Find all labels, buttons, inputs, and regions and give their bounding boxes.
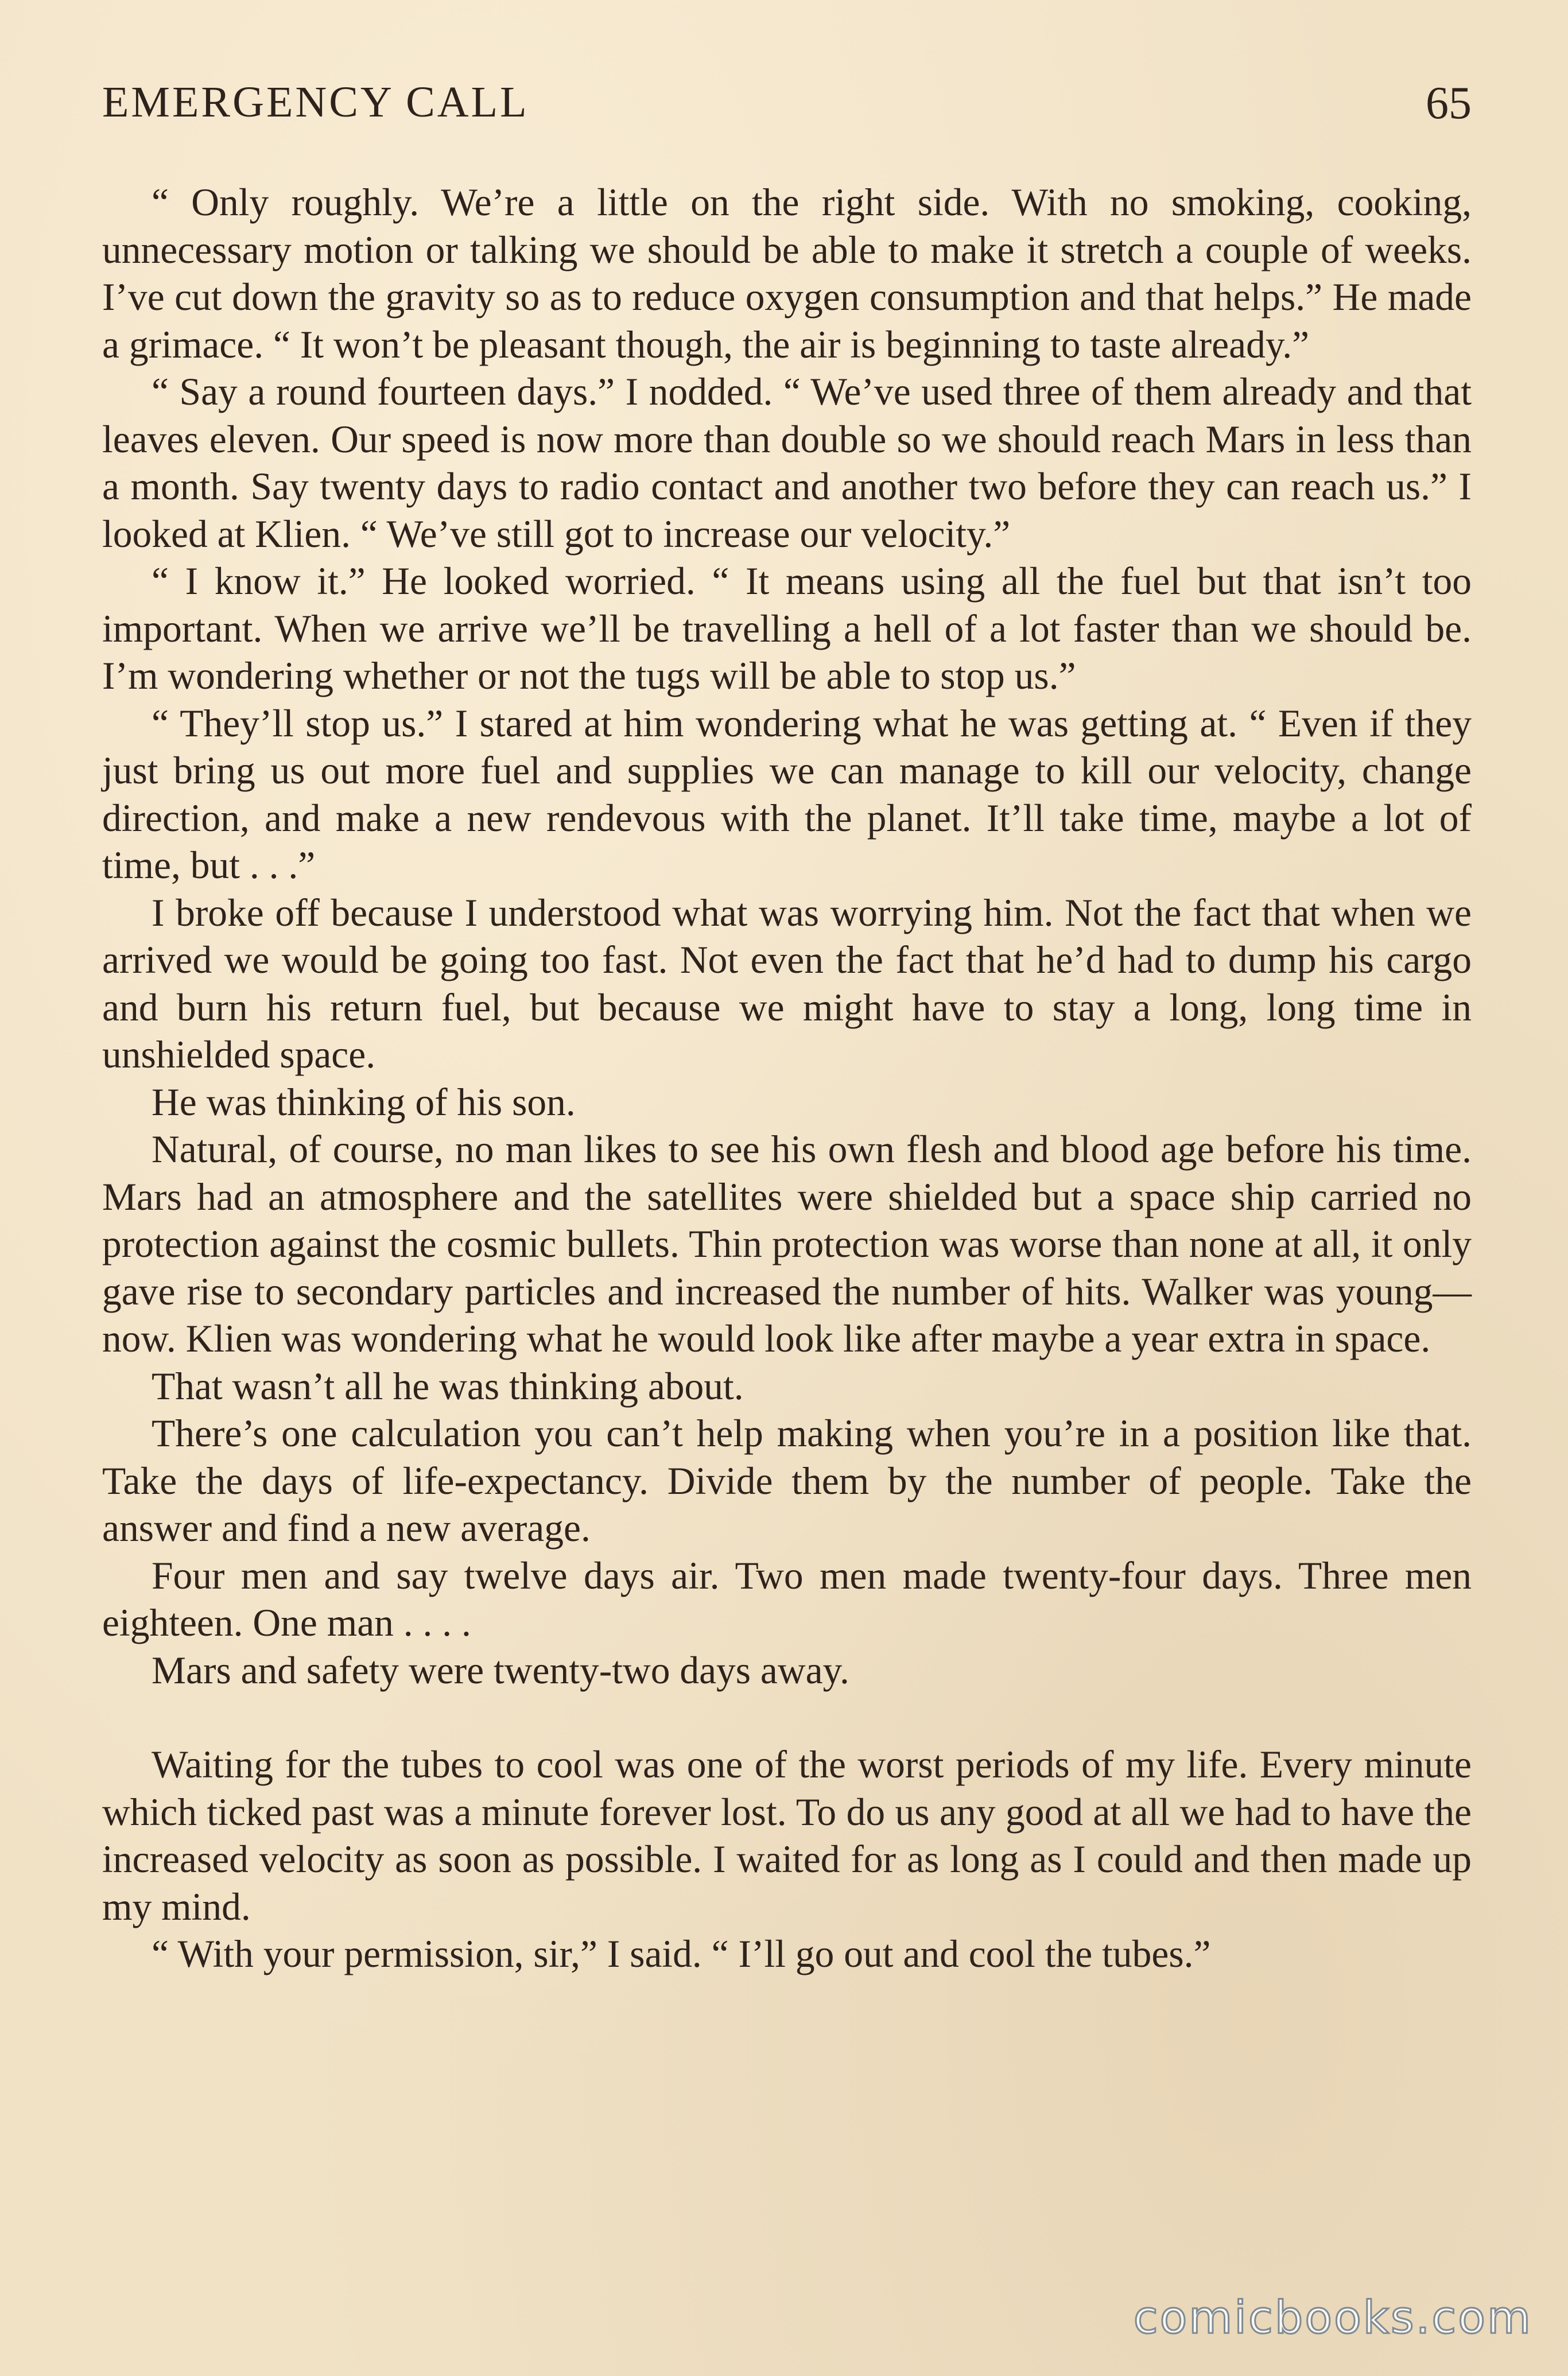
paragraph: “ With your permission, sir,” I said. “ I’ll go out and cool the tubes.”	[152, 1932, 1211, 1975]
page-number: 65	[1426, 78, 1472, 129]
paragraph: “ Only roughly. We’re a little on the right side. With no smoking, cooking, unnecessary motion or talking we should be able to make it stretch a couple of weeks. I’ve cut down the gravity so as to reduce oxygen consumption and that helps.” He made a grimace. “ It won’t be pleasant though, the air is beginning to taste already.”	[102, 181, 1472, 366]
paragraph: Waiting for the tubes to cool was one of the worst periods of my life. Every minute which ticked past was a minute forever lost. To do us any good at all we had to have the increased velocity as soon as possible. I waited for as long as I could and then made up my mind.	[102, 1743, 1472, 1928]
paragraph: Natural, of course, no man likes to see his own flesh and blood age before his time. Mars had an atmosphere and the satellites were shielded but a space ship carried no protection against the cosmic bullets. Thin protection was worse than none at all, it only gave rise to secondary particles and increased the number of hits. Walker was young—now. Klien was wondering what he would look like after maybe a year extra in space.	[102, 1128, 1472, 1360]
paragraph: There’s one calculation you can’t help making when you’re in a position like that. Take the days of life-expectancy. Divide them by the number of people. Take the answer and find a new average.	[102, 1412, 1472, 1550]
body-text	[102, 179, 1472, 1978]
paragraph: Mars and safety were twenty-two days away.	[152, 1648, 849, 1692]
running-head: EMERGENCY CALL	[102, 78, 529, 126]
paragraph: Four men and say twelve days air. Two men made twenty-four days. Three men eighteen. One man . . . .	[102, 1554, 1472, 1644]
paragraph: I broke off because I understood what was worrying him. Not the fact that when we arrived we would be going too fast. Not even the fact that he’d had to dump his cargo and burn his return fuel, but because we might have to stay a long, long time in unshielded space.	[102, 891, 1472, 1076]
paragraph: That wasn’t all he was thinking about.	[152, 1364, 744, 1408]
paragraph: “ I know it.” He looked worried. “ It means using all the fuel but that isn’t too important. When we arrive we’ll be travelling a hell of a lot faster than we should be. I’m wondering whether or not the tugs will be able to stop us.”	[102, 560, 1472, 697]
paragraph: He was thinking of his son.	[152, 1080, 576, 1124]
paragraph: “ They’ll stop us.” I stared at him wondering what he was getting at. “ Even if they just bring us out more fuel and supplies we can manage to kill our velocity, change direction, and make a new rendevous with the planet. It’ll take time, maybe a lot of time, but . . .”	[102, 701, 1472, 887]
watermark: comicbooks.com	[1133, 2292, 1532, 2344]
paragraph: “ Say a round fourteen days.” I nodded. “ We’ve used three of them already and that leaves eleven. Our speed is now more than double so we should reach Mars in less than a month. Say twenty days to radio contact and another two before they can reach us.” I looked at Klien. “ We’ve still got to increase our velocity.”	[102, 370, 1472, 556]
